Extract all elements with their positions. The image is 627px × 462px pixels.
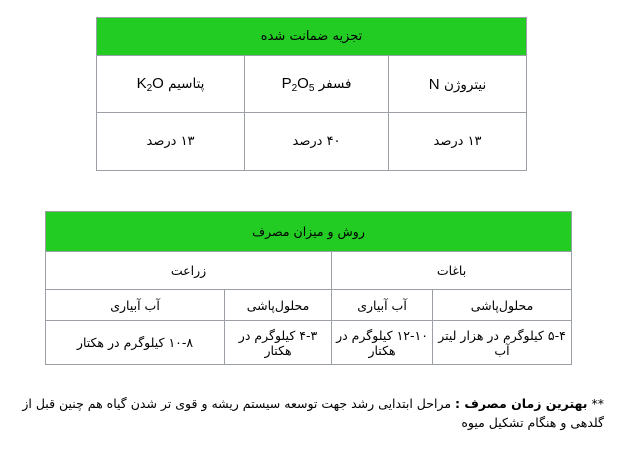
nutrient-potassium	[97, 56, 245, 113]
method-irrigation-orchards: آب آبیاری	[332, 290, 433, 321]
best-time-note	[20, 394, 604, 432]
analysis-table-title: تجزیه ضمانت شده	[97, 18, 527, 56]
phosphorus-value: ۴۰ درصد	[245, 113, 389, 171]
guaranteed-analysis-table	[96, 17, 527, 171]
nutrient-nitrogen	[389, 56, 527, 113]
method-irrigation-farming: آب آبیاری	[46, 290, 225, 321]
note-label: بهترین زمان مصرف :	[455, 396, 588, 411]
amount-irrigation-orchards: ۱۲-۱۰ کیلوگرم در هکتار	[332, 321, 433, 365]
note-text: مراحل ابتدایی رشد جهت توسعه سیستم ریشه و قوی تر شدن گیاه هم چنین قبل از گلدهی و هنگام تشکیل میوه	[22, 396, 604, 430]
usage-rate-table	[45, 211, 572, 365]
nutrient-formula: $P_2O_5$	[281, 74, 315, 94]
method-foliar-orchards: محلول‌پاشی	[433, 290, 572, 321]
nutrient-name: نیتروژن	[443, 76, 487, 93]
nutrient-name: فسفر	[318, 75, 352, 92]
potassium-value: ۱۳ درصد	[97, 113, 245, 171]
category-orchards: باغات	[332, 252, 572, 290]
usage-table-title: روش و میزان مصرف	[46, 212, 572, 252]
amount-foliar-farming: ۴-۳ کیلوگرم در هکتار	[225, 321, 332, 365]
note-prefix: **	[591, 396, 604, 411]
amount-foliar-orchards: ۵-۴ کیلوگرم در هزار لیتر آب	[433, 321, 572, 365]
nitrogen-value: ۱۳ درصد	[389, 113, 527, 171]
category-farming: زراعت	[46, 252, 332, 290]
nutrient-symbol: N	[428, 75, 440, 93]
nutrient-phosphorus	[245, 56, 389, 113]
amount-irrigation-farming: ۱۰-۸ کیلوگرم در هکتار	[46, 321, 225, 365]
nutrient-formula: $K_2O$	[136, 74, 164, 94]
method-foliar-farming: محلول‌پاشی	[225, 290, 332, 321]
nutrient-name: پتاسیم	[168, 75, 205, 92]
